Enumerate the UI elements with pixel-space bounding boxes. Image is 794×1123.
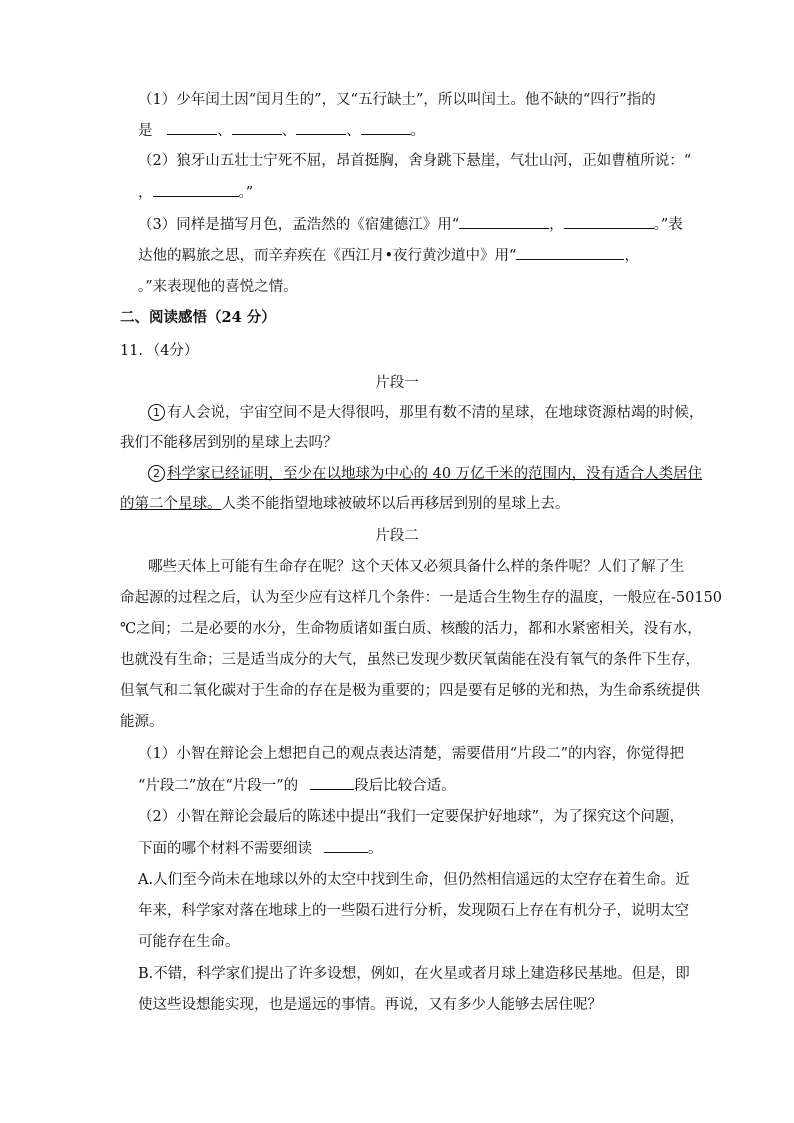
- sub2-line1: （2）小智在辩论会最后的陈述中提出“我们一定要保护好地球”，为了探究这个问题，: [138, 809, 685, 825]
- fragment1-title: 片段一: [375, 375, 419, 391]
- comma: ，: [549, 217, 564, 233]
- option-a-line2: 年来，科学家对落在地球上的一些陨石进行分析，发现陨石上存在有机分子，说明太空: [138, 903, 689, 919]
- closing-quote: 。”: [238, 185, 254, 201]
- option-b-line1: B.不错，科学家们提出了许多设想，例如，在火星或者月球上建造移民基地。但是，即: [138, 966, 690, 982]
- answer-blank[interactable]: [564, 214, 654, 229]
- period: 。: [368, 841, 383, 857]
- q2-line2: [138, 182, 253, 203]
- section-heading: 二、阅读感悟（24 分）: [120, 309, 276, 326]
- circled-number-2: 2: [148, 465, 165, 482]
- sub1-prefix: “片段二”放在“片段一”的: [138, 778, 299, 794]
- q3-line1: [138, 214, 683, 235]
- para-text: 有人会说，宇宙空间不是大得很吗，那里有数不清的星球，在地球资源枯竭的时候，: [167, 405, 704, 421]
- q1-line1: （1）少年闰土因“闰月生的”，又“五行缺土”，所以叫闰土。他不缺的“四行”指的: [138, 92, 656, 108]
- answer-blank[interactable]: [153, 182, 239, 197]
- answer-blank[interactable]: [310, 775, 354, 790]
- fragment2-line: ℃之间；二是必要的水分，生命物质诸如蛋白质、核酸的活力，都和水紧密相关，没有水，: [120, 621, 702, 637]
- fragment1-para1-line1: [148, 403, 704, 423]
- sub1-line2: [138, 775, 456, 796]
- q3-line2-prefix: 达他的羁旅之思，而辛弃疾在《西江月•夜行黄沙道中》用“: [138, 248, 517, 264]
- option-a-line1: A.人们至今尚未在地球以外的太空中找到生命，但仍然相信遥远的太空存在着生命。近: [138, 872, 690, 888]
- q3-suffix: 。”表: [653, 217, 683, 233]
- fragment2-title: 片段二: [375, 528, 419, 544]
- fragment2-line: 命起源的过程之后，认为至少应有这样几个条件：一是适合生物生存的温度，一般应在-50150: [120, 590, 723, 606]
- fragment1-para2-line2: [120, 494, 570, 514]
- q1-prefix: 是: [138, 123, 153, 139]
- q1-line2: [138, 120, 425, 141]
- sub1-suffix: 段后比较合适。: [354, 778, 456, 794]
- answer-blank[interactable]: [324, 838, 368, 853]
- q3-line3: 。”来表现他的喜悦之情。: [138, 279, 298, 295]
- answer-blank[interactable]: [296, 120, 346, 135]
- answer-blank[interactable]: [232, 120, 282, 135]
- comma: ，: [138, 185, 153, 201]
- circled-number-1: 1: [148, 404, 165, 421]
- q2-line1: （2）狼牙山五壮士宁死不屈，昂首挺胸，舍身跳下悬崖，气壮山河，正如曹植所说：“: [138, 153, 692, 169]
- sub2-line2: [138, 838, 383, 859]
- fragment2-line: 哪些天体上可能有生命存在呢？这个天体又必须具备什么样的条件呢？人们了解了生: [148, 559, 685, 575]
- q3-line2: [138, 245, 639, 266]
- option-a-line3: 可能存在生命。: [138, 934, 240, 950]
- option-b-line2: 使这些设想能实现，也是遥远的事情。再说，又有多少人能够去居住呢？: [138, 997, 602, 1013]
- para-text-underlined: 科学家已经证明，至少在以地球为中心的 40 万亿千米的范围内，没有适合人类居住: [167, 466, 703, 482]
- separator: 、: [217, 123, 232, 139]
- answer-blank[interactable]: [361, 120, 411, 135]
- question-number: 11．（4分）: [120, 343, 199, 359]
- sub1-line1: （1）小智在辩论会上想把自己的观点表达清楚，需要借用“片段二”的内容，你觉得把: [138, 746, 685, 762]
- fragment1-para1-line2: 我们不能移居到别的星球上去吗？: [120, 435, 338, 451]
- fragment2-line: 也就没有生命；三是适当成分的大气，虽然已发现少数厌氧菌能在没有氧气的条件下生存，: [120, 652, 700, 668]
- comma: ，: [624, 248, 639, 264]
- q3-prefix: （3）同样是描写月色，孟浩然的《宿建德江》用“: [138, 217, 460, 233]
- underlined-text: 的第二个星球。: [120, 496, 222, 512]
- separator: 、: [281, 123, 297, 139]
- answer-blank[interactable]: [516, 245, 624, 260]
- period: 。: [410, 123, 426, 139]
- answer-blank[interactable]: [167, 120, 217, 135]
- fragment2-line: 能源。: [120, 714, 164, 730]
- answer-blank[interactable]: [459, 214, 549, 229]
- para-text: 人类不能指望地球被破坏以后再移居到别的星球上去。: [221, 496, 570, 512]
- separator: 、: [346, 123, 361, 139]
- sub2-prefix: 下面的哪个材料不需要细读: [138, 841, 312, 857]
- fragment1-para2-line1: [148, 464, 702, 484]
- fragment2-line: 但氧气和二氧化碳对于生命的存在是极为重要的；四是要有足够的光和热，为生命系统提供: [120, 683, 700, 699]
